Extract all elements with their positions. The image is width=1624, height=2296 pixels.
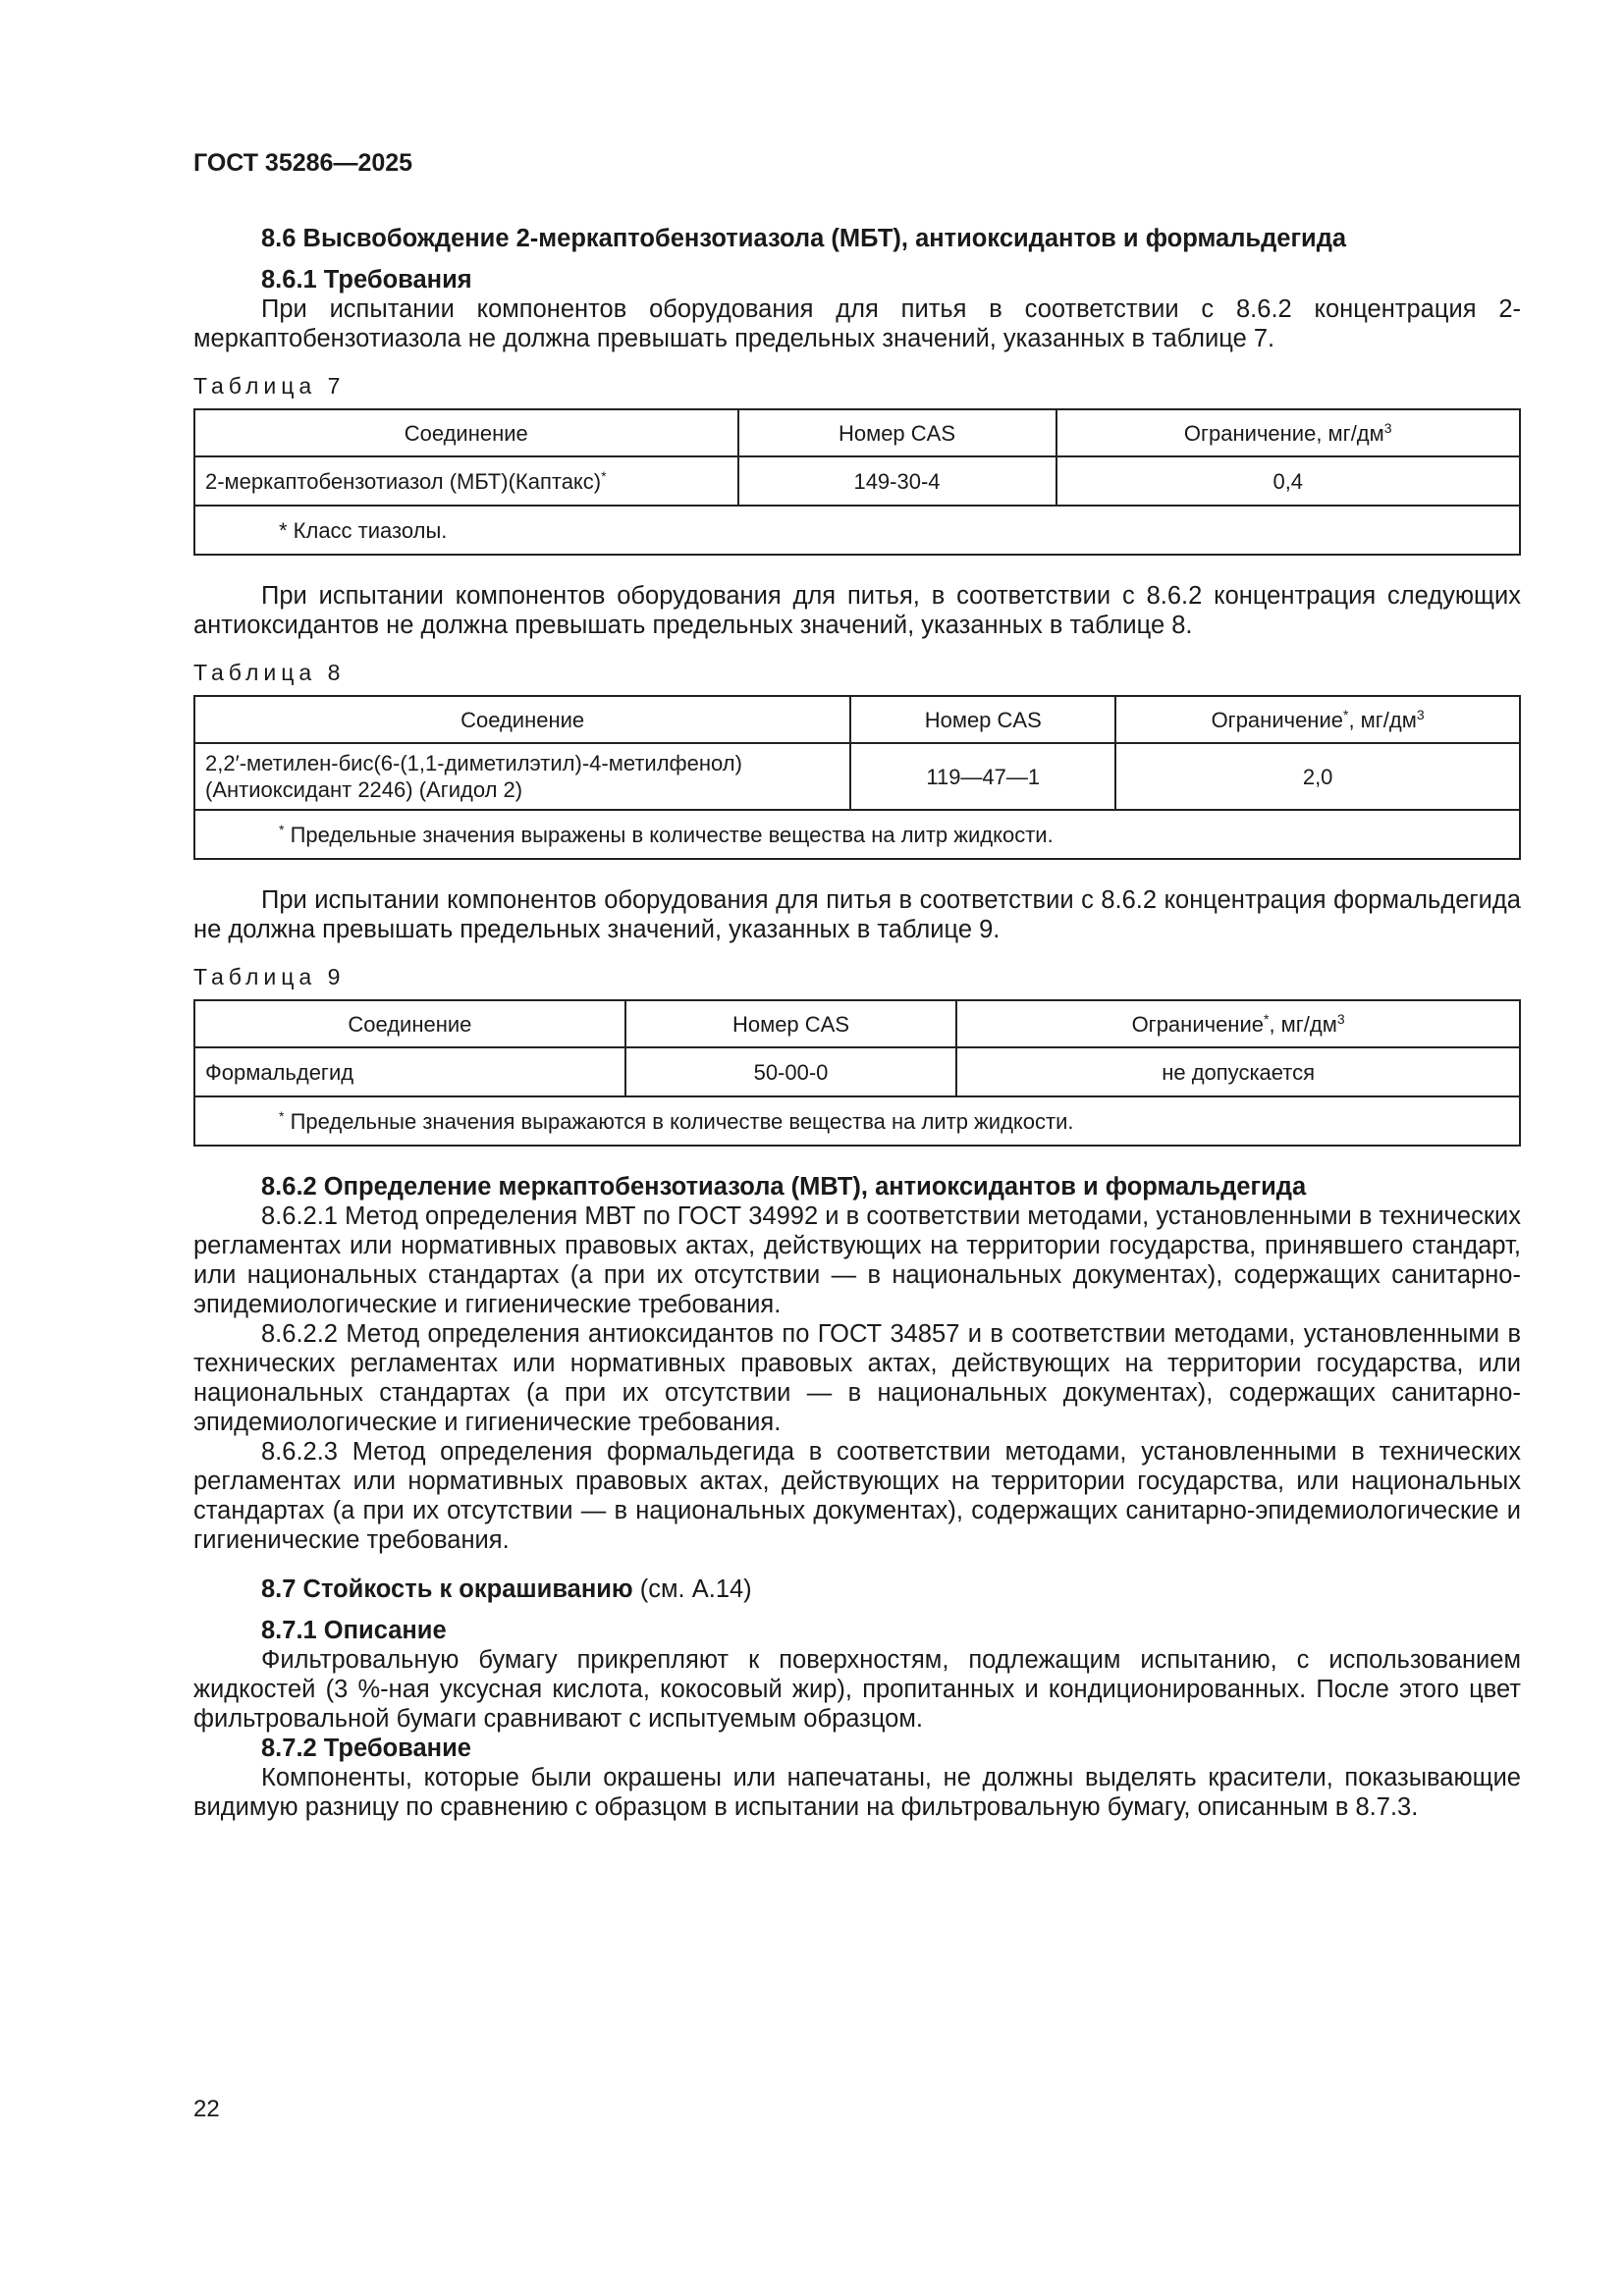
section-8-6-title: 8.6 Высвобождение 2-меркаптобензотиазола (МБТ), антиоксидантов и формальдегида <box>261 225 1347 252</box>
table-cell-cas: 50-00-0 <box>625 1047 957 1096</box>
table-footnote-row <box>194 810 1520 859</box>
table-cell-cas: 119—47—1 <box>850 743 1115 810</box>
table-footnote: * Предельные значения выражены в количестве вещества на литр жидкости. <box>194 810 1520 859</box>
page-number: 22 <box>193 2096 220 2122</box>
paragraph-8-6-1: При испытании компонентов оборудования для питья в соответствии с 8.6.2 концентрация 2-меркаптобензотиазола не должна превышать предельных значений, указанных в таблице 7. <box>193 295 1521 352</box>
table-cell-limit: не допускается <box>956 1047 1520 1096</box>
table-cell-compound: Формальдегид <box>194 1047 625 1096</box>
table-header-cell: Номер CAS <box>625 1000 957 1047</box>
table-8-caption: Таблица 8 <box>193 660 346 685</box>
table-cell-cas: 149-30-4 <box>738 456 1056 506</box>
table-row <box>194 743 1520 810</box>
table-header-cell: Ограничение, $мг/дм^3$ <box>1056 409 1521 456</box>
table-9-caption: Таблица 9 <box>193 964 346 989</box>
paragraph-8-7-2: Компоненты, которые были окрашены или напечатаны, не должны выделять красители, показывающие видимую разницу по сравнению с образцом в испытании на фильтровальную бумагу, описанным в 8.7.3. <box>193 1764 1521 1821</box>
section-8-7-2-title: 8.7.2 Требование <box>261 1735 471 1762</box>
paragraph-formaldehyde: При испытании компонентов оборудования для питья в соответствии с 8.6.2 концентрация формальдегида не должна превышать предельных значений, указанных в таблице 9. <box>193 886 1521 943</box>
table-cell-compound: 2,2′-метилен-бис(6-(1,1-диметилэтил)-4-метилфенол) (Антиоксидант 2246) (Агидол 2) <box>194 743 850 810</box>
table-row <box>194 1047 1520 1096</box>
document-header: ГОСТ 35286—2025 <box>193 149 413 177</box>
section-8-7-title: 8.7 Стойкость к окрашиванию (см. А.14) <box>261 1575 752 1603</box>
table-header-cell: Соединение <box>194 696 850 743</box>
paragraph-8-6-2-1: 8.6.2.1 Метод определения МВТ по ГОСТ 34992 и в соответствии методами, установленными в технических регламентах или нормативных правовых актах, действующих на территории государства, принявшего стандарт, или национальных стандартах (а при их отсутствии — в национальных документах), содержащих санитарно-эпидемиологические и гигиенические требования. <box>193 1202 1521 1318</box>
table-footnote: * Предельные значения выражаются в количестве вещества на литр жидкости. <box>194 1096 1520 1146</box>
table-header-cell: Соединение <box>194 409 738 456</box>
table-header-cell: Номер CAS <box>850 696 1115 743</box>
paragraph-8-6-2-3: 8.6.2.3 Метод определения формальдегида в соответствии методами, установленными в технических регламентах или нормативных правовых актах, действующих на территории государства, или национальных стандартах (а при их отсутствии — в национальных документах), содержащих санитарно-эпидемиологические и гигиенические требования. <box>193 1438 1521 1554</box>
table-cell-compound: 2-меркаптобензотиазол (МБТ)(Каптакс)* <box>194 456 738 506</box>
table-footnote-row <box>194 1096 1520 1146</box>
table-footnote: * Класс тиазолы. <box>194 506 1520 555</box>
paragraph-8-7-1: Фильтровальную бумагу прикрепляют к поверхностям, подлежащим испытанию, с использованием жидкостей (3 %-ная уксусная кислота, кокосовый жир), пропитанных и кондиционированных. После этого цвет фильтровальной бумаги сравнивают с испытуемым образцом. <box>193 1646 1521 1733</box>
document-body <box>193 224 1521 1822</box>
table-row <box>194 456 1520 506</box>
section-8-7-1-title: 8.7.1 Описание <box>261 1617 447 1644</box>
table-footnote-row <box>194 506 1520 555</box>
paragraph-antioxidants: При испытании компонентов оборудования для питья, в соответствии с 8.6.2 концентрация следующих антиоксидантов не должна превышать предельных значений, указанных в таблице 8. <box>193 582 1521 639</box>
table-header-row <box>194 696 1520 743</box>
table-header-cell: Ограничение*, $мг/дм^3$ <box>956 1000 1520 1047</box>
table-header-row <box>194 1000 1520 1047</box>
table-8 <box>193 695 1521 860</box>
table-header-cell: Соединение <box>194 1000 625 1047</box>
table-7-caption: Таблица 7 <box>193 373 346 399</box>
table-cell-limit: 0,4 <box>1056 456 1521 506</box>
table-cell-limit: 2,0 <box>1115 743 1520 810</box>
table-9 <box>193 999 1521 1147</box>
section-8-6-1-title: 8.6.1 Требования <box>261 266 472 294</box>
table-7 <box>193 408 1521 556</box>
table-header-cell: Ограничение*, $мг/дм^3$ <box>1115 696 1520 743</box>
table-header-row <box>194 409 1520 456</box>
table-header-cell: Номер CAS <box>738 409 1056 456</box>
paragraph-8-6-2-2: 8.6.2.2 Метод определения антиоксидантов по ГОСТ 34857 и в соответствии методами, установленными в технических регламентах или нормативных правовых актах, действующих на территории государства, или национальных стандартах (а при их отсутствии — в национальных документах), содержащих санитарно-эпидемиологические и гигиенические требования. <box>193 1320 1521 1436</box>
section-8-6-2-title: 8.6.2 Определение меркаптобензотиазола (МВТ), антиоксидантов и формальдегида <box>261 1173 1307 1201</box>
